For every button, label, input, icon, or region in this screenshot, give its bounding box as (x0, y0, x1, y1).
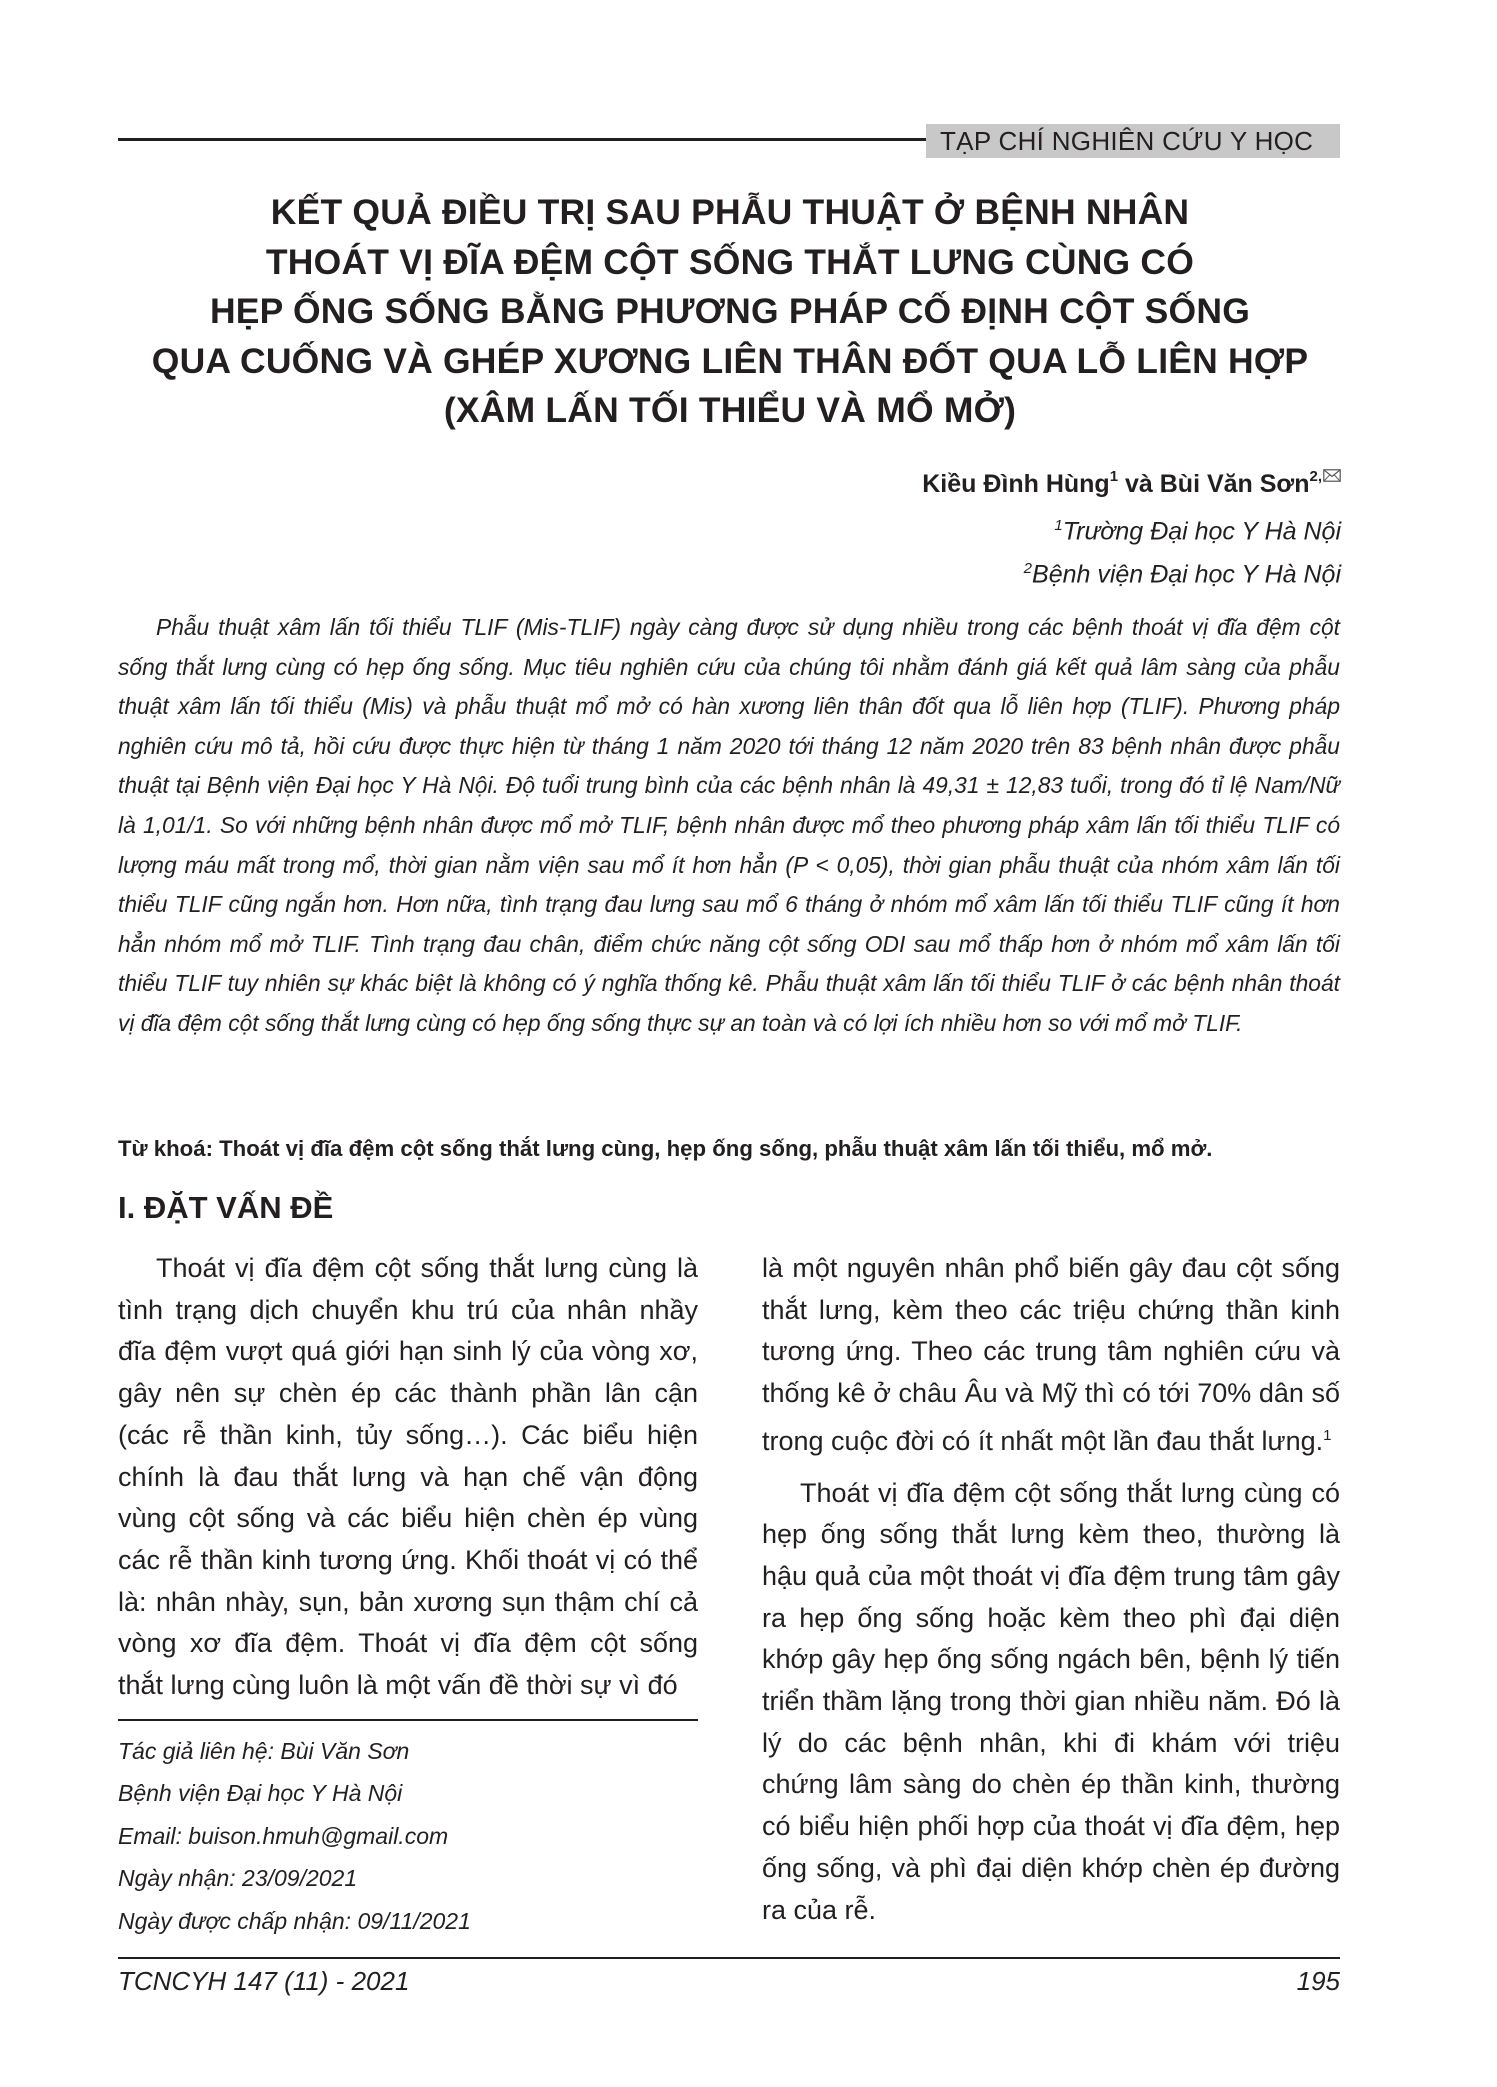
accepted-date: Ngày được chấp nhận: 09/11/2021 (118, 1907, 471, 1934)
paragraph-text: là một nguyên nhân phổ biến gây đau cột sống thắt lưng, kèm theo các triệu chứng thần kinh tương ứng. Theo các trung tâm nghiên cứu và thống kê ở châu Âu và Mỹ thì có tới 70% dân số trong cuộc đời có ít nhất một lần đau thắt lưng. (762, 1253, 1340, 1456)
correspondence-email: Email: buison.hmuh@gmail.com (118, 1822, 449, 1849)
section-heading: I. ĐẶT VẤN ĐỀ (118, 1190, 334, 1225)
author-name: Bùi Văn Sơn (1159, 470, 1310, 498)
correspondence-institution: Bệnh viện Đại học Y Hà Nội (118, 1780, 403, 1807)
body-paragraph: Thoát vị đĩa đệm cột sống thắt lưng cùng là tình trạng dịch chuyển khu trú của nhân nhầy đĩa đệm vượt quá giới hạn sinh lý của vòng xơ, gây nên sự chèn ép các thành phần lân cận (các rễ thần kinh, tủy sống…). Các biểu hiện chính là đau thắt lưng và hạn chế vận động vùng cột sống và các biểu hiện chèn ép vùng các rễ thần kinh tương ứng. Khối thoát vị có thể là: nhân nhày, sụn, bản xương sụn thậm chí cả vòng xơ đĩa đệm. Thoát vị đĩa đệm cột sống thắt lưng cùng luôn là một vấn đề thời sự vì đó (118, 1253, 698, 1701)
author-affiliation-mark: 2, (1309, 467, 1322, 485)
reference-mark: 1 (1323, 1426, 1332, 1444)
correspondence-author: Tác giả liên hệ: Bùi Văn Sơn (118, 1738, 410, 1764)
envelope-icon (1323, 460, 1341, 489)
affiliation (1054, 517, 1341, 546)
author-affiliation-mark: 1 (1109, 467, 1119, 485)
body-column-left (118, 1248, 698, 1707)
header-rule (118, 138, 926, 141)
title-line: QUA CUỐNG VÀ GHÉP XƯƠNG LIÊN THÂN ĐỐT QUA LỖ LIÊN HỢP (151, 340, 1309, 381)
journal-name: TẠP CHÍ NGHIÊN CỨU Y HỌC (926, 124, 1340, 158)
keywords: Từ khoá: Thoát vị đĩa đệm cột sống thắt lưng cùng, hẹp ống sống, phẫu thuật xâm lấn tối thiểu, mổ mở. (118, 1136, 1213, 1161)
author-conjunction: và (1118, 470, 1160, 498)
correspondence-block (118, 1730, 698, 1942)
received-date: Ngày nhận: 23/09/2021 (118, 1865, 358, 1892)
title-line: (XÂM LẤN TỐI THIỂU VÀ MỔ MỞ) (443, 390, 1017, 430)
article-title (110, 188, 1350, 436)
body-column-right (762, 1248, 1340, 1931)
affiliation-name: Trường Đại học Y Hà Nội (1062, 517, 1341, 546)
footnote-rule (118, 1719, 698, 1721)
author-list (922, 460, 1341, 499)
page-number: 195 (1296, 1966, 1340, 1996)
affiliation-mark: 1 (1054, 517, 1063, 534)
title-line: KẾT QUẢ ĐIỀU TRỊ SAU PHẪU THUẬT Ở BỆNH NHÂN (270, 192, 1190, 232)
affiliation (1024, 560, 1341, 589)
affiliation-name: Bệnh viện Đại học Y Hà Nội (1032, 560, 1341, 589)
title-line: THOÁT VỊ ĐĨA ĐỆM CỘT SỐNG THẮT LƯNG CÙNG CÓ (265, 241, 1195, 282)
body-paragraph: Thoát vị đĩa đệm cột sống thắt lưng cùng có hẹp ống sống thắt lưng kèm theo, thường là hậu quả của một thoát vị đĩa đệm trung tâm gây ra hẹp ống sống hoặc kèm theo phì đại diện khớp gây hẹp ống sống ngách bên, bệnh lý tiến triển thầm lặng trong thời gian nhiều năm. Đó là lý do các bệnh nhân, khi đi khám với triệu chứng lâm sàng do chèn ép thần kinh, thường có biểu hiện phối hợp của thoát vị đĩa đệm, hẹp ống sống, và phì đại diện khớp chèn ép đường ra của rễ. (762, 1477, 1340, 1925)
abstract: Phẫu thuật xâm lấn tối thiểu TLIF (Mis-TLIF) ngày càng được sử dụng nhiều trong các bệnh thoát vị đĩa đệm cột sống thắt lưng cùng có hẹp ống sống. Mục tiêu nghiên cứu của chúng tôi nhằm đánh giá kết quả lâm sàng của phẫu thuật xâm lấn tối thiểu (Mis) và phẫu thuật mổ mở có hàn xương liên thân đốt qua lỗ liên hợp (TLIF). Phương pháp nghiên cứu mô tả, hồi cứu được thực hiện từ tháng 1 năm 2020 tới tháng 12 năm 2020 trên 83 bệnh nhân được phẫu thuật tại Bệnh viện Đại học Y Hà Nội. Độ tuổi trung bình của các bệnh nhân là 49,31 ± 12,83 tuổi, trong đó tỉ lệ Nam/Nữ là 1,01/1. So với những bệnh nhân được mổ mở TLIF, bệnh nhân được mổ theo phương pháp xâm lấn tối thiểu TLIF có lượng máu mất trong mổ, thời gian nằm viện sau mổ ít hơn hẳn (P < 0,05), thời gian phẫu thuật của nhóm xâm lấn tối thiểu TLIF cũng ngắn hơn. Hơn nữa, tình trạng đau lưng sau mổ 6 tháng ở nhóm mổ xâm lấn tối thiểu TLIF cũng ít hơn hẳn nhóm mổ mở TLIF. Tình trạng đau chân, điểm chức năng cột sống ODI sau mổ thấp hơn ở nhóm mổ xâm lấn tối thiểu TLIF tuy nhiên sự khác biệt là không có ý nghĩa thống kê. Phẫu thuật xâm lấn tối thiểu TLIF ở các bệnh nhân thoát vị đĩa đệm cột sống thắt lưng cùng có hẹp ống sống thực sự an toàn và có lợi ích nhiều hơn so với mổ mở TLIF. (118, 614, 1340, 1036)
footer-rule (118, 1957, 1340, 1959)
affiliation-mark: 2 (1023, 560, 1033, 577)
title-line: HẸP ỐNG SỐNG BẰNG PHƯƠNG PHÁP CỐ ĐỊNH CỘT SỐNG (209, 291, 1251, 331)
journal-citation: TCNCYH 147 (11) - 2021 (118, 1966, 410, 1996)
body-paragraph (762, 1248, 1340, 1463)
author-name: Kiều Đình Hùng (922, 470, 1110, 498)
